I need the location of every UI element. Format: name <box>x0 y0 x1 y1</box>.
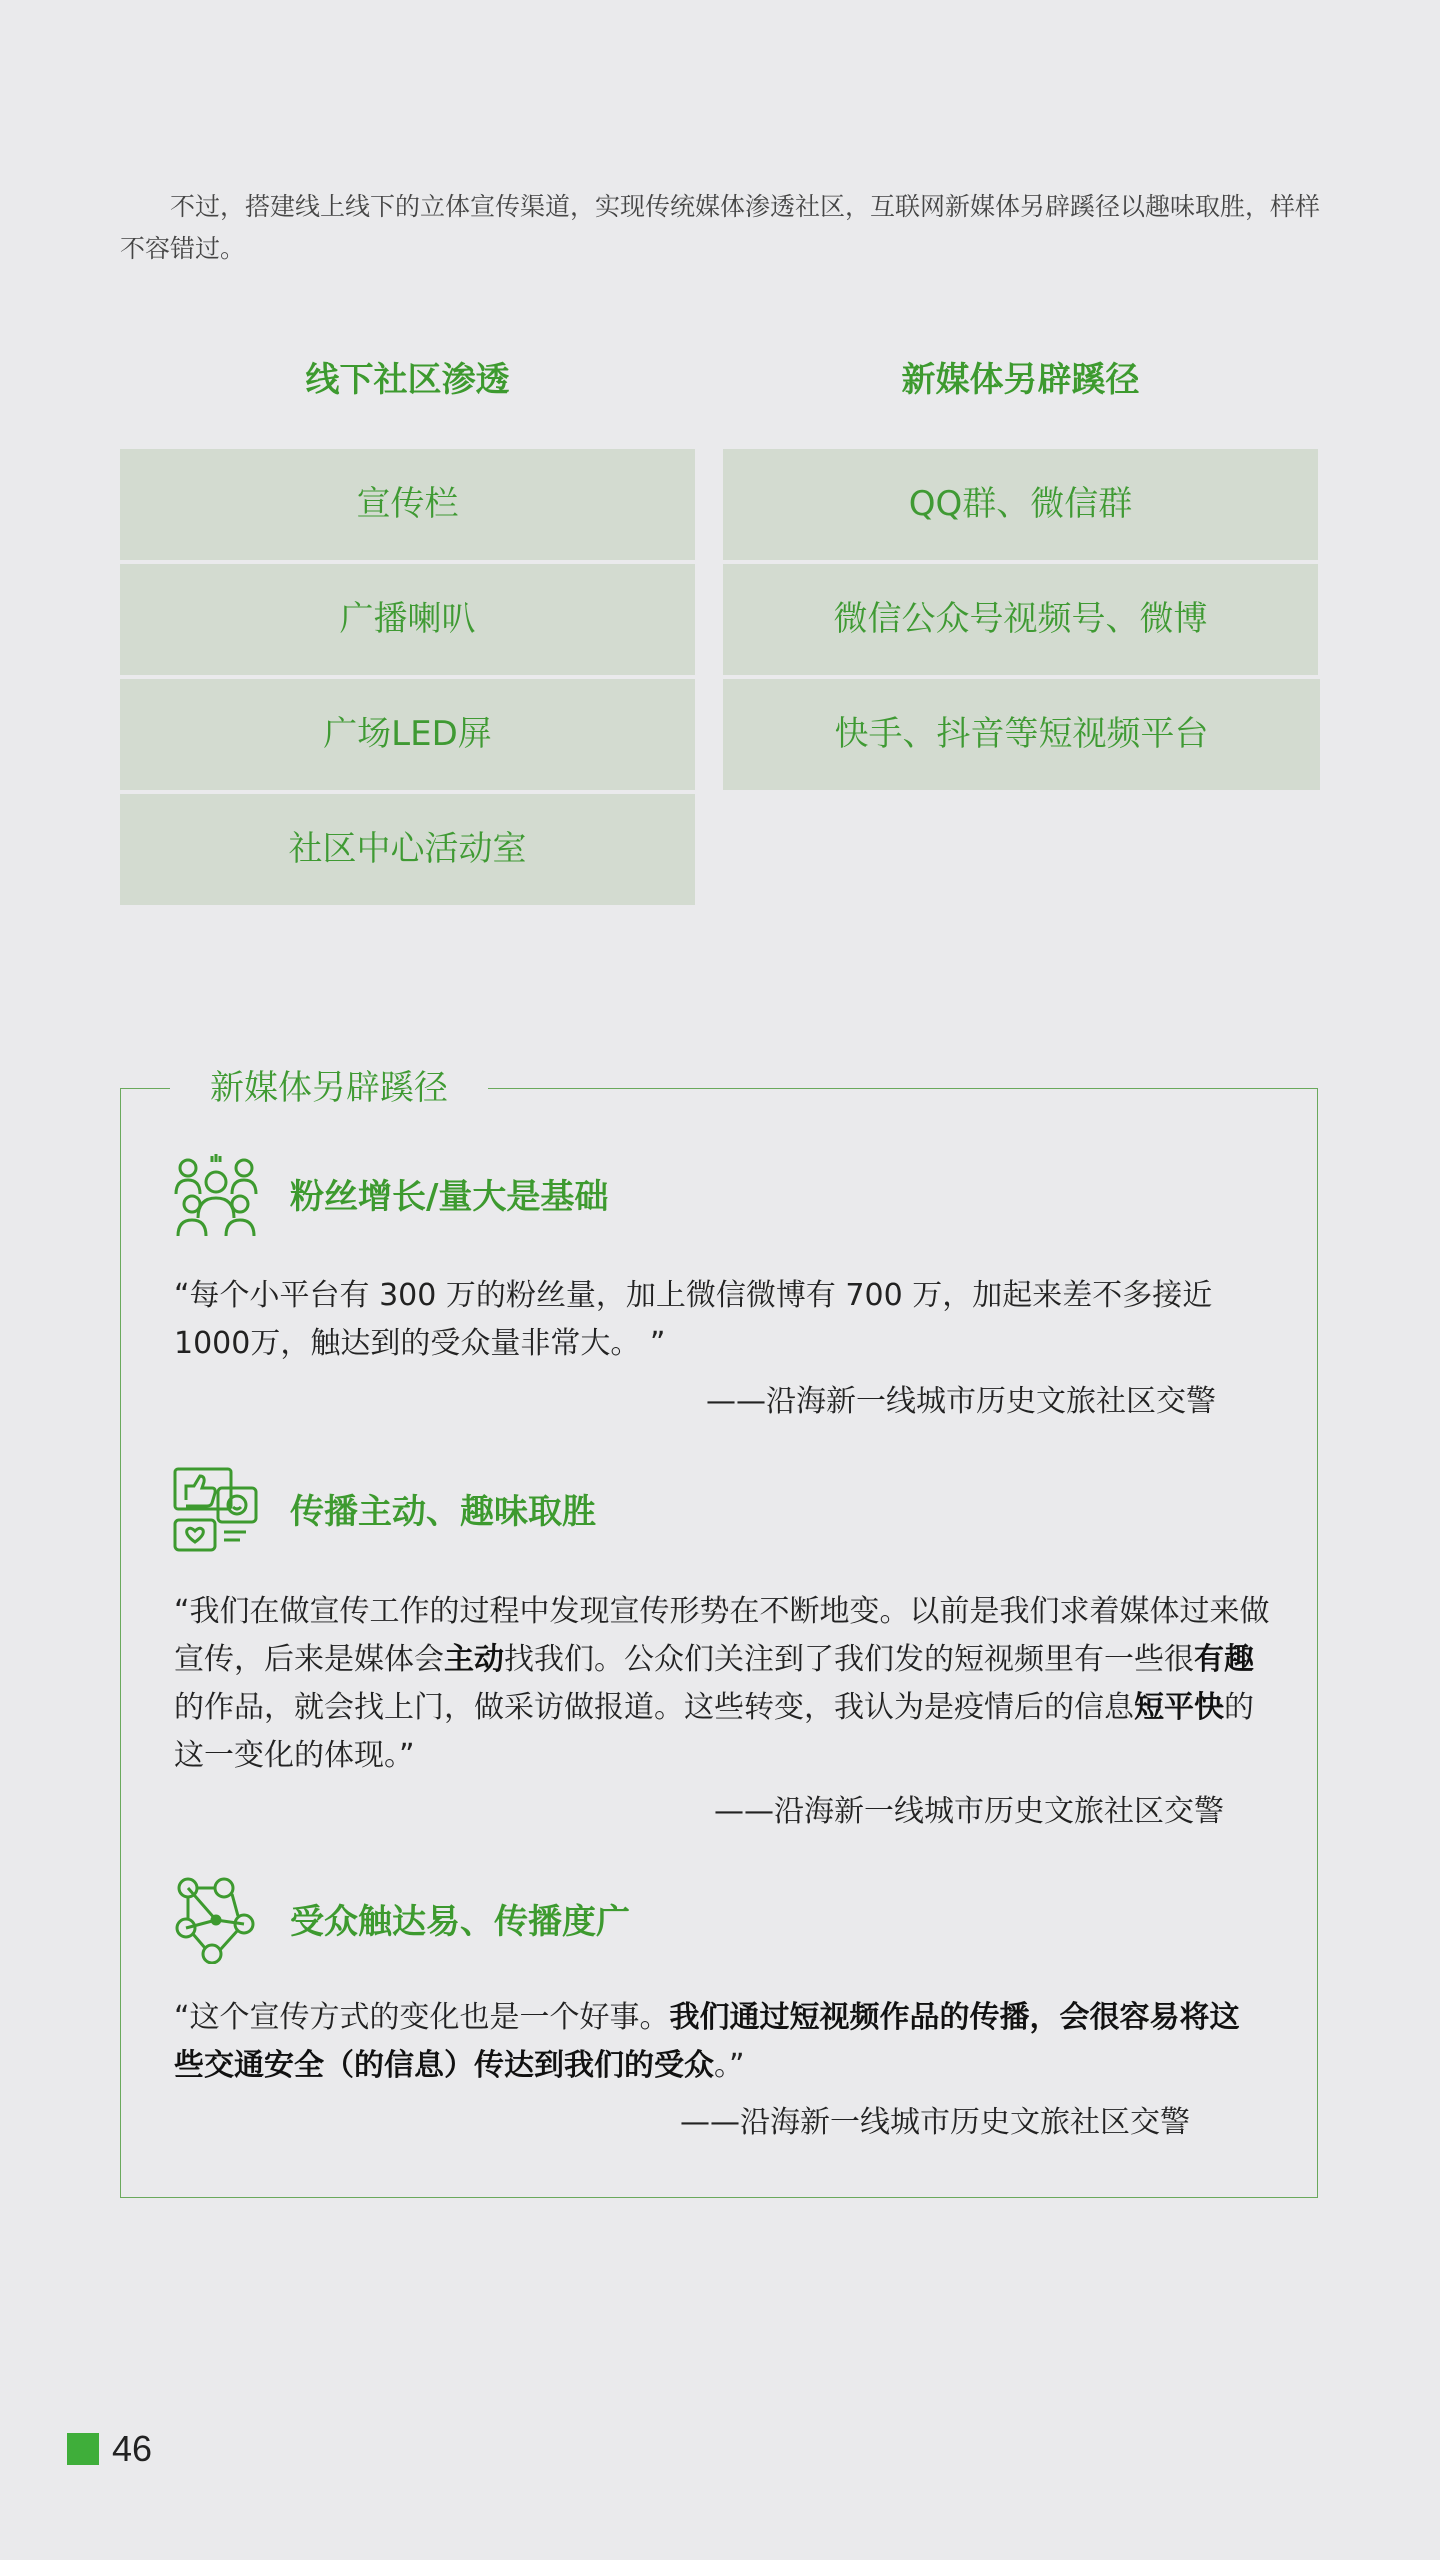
intro-text: 不过，搭建线上线下的立体宣传渠道，实现传统媒体渗透社区，互联网新媒体另辟蹊径以趣味取胜，样样不容错过。 <box>120 192 1321 263</box>
quote-2-part-1: “我们在做宣传工作的过程中发现宣传形势在不断地变。以前是我们求着媒体过来做宣传，后来是媒体会 <box>174 1594 1270 1677</box>
online-item-wechat-weibo: 微信公众号视频号、微博 <box>723 564 1318 675</box>
online-item-short-video: 快手、抖音等短视频平台 <box>723 679 1320 790</box>
quote-source-1: ——沿海新一线城市历史文旅社区交警 <box>706 1384 1216 1419</box>
quote-2-bold-active: 主动 <box>444 1642 504 1677</box>
page-number: 46 <box>112 2428 153 2469</box>
crowd-icon <box>172 1152 260 1240</box>
social-media-icon <box>172 1466 260 1554</box>
page-number-marker <box>67 2433 99 2465</box>
offline-item-activity-room: 社区中心活动室 <box>120 794 695 905</box>
quote-box-legend: 新媒体另辟蹊径 <box>170 1062 488 1114</box>
section-title-fan-growth: 粉丝增长/量大是基础 <box>290 1177 609 1217</box>
intro-paragraph <box>120 186 1320 270</box>
quote-fan-growth: “每个小平台有 300 万的粉丝量，加上微信微博有 700 万，加起来差不多接近1000万，触达到的受众量非常大。 ” <box>174 1278 1213 1361</box>
quote-source-2: ——沿海新一线城市历史文旅社区交警 <box>714 1794 1224 1829</box>
offline-item-led-screen: 广场LED屏 <box>120 679 695 790</box>
quote-2-bold-fun: 有趣 <box>1194 1642 1254 1677</box>
online-item-chat-groups: QQ群、微信群 <box>723 449 1318 560</box>
quote-3-bold: 我们通过短视频作品的传播，会很容易将这些交通安全（的信息）传达到我们的受众 <box>174 2000 1240 2083</box>
quote-2-part-2: 找我们。公众们关注到了我们发的短视频里有一些很 <box>504 1642 1194 1677</box>
offline-item-bulletin-board: 宣传栏 <box>120 449 695 560</box>
quote-3-part-1: “这个宣传方式的变化也是一个好事。 <box>174 2000 670 2035</box>
offline-column-title: 线下社区渗透 <box>305 360 510 400</box>
quote-2-part-4: 的这一变化的体现。” <box>174 1690 1254 1773</box>
quote-2-part-3: 的作品，就会找上门，做采访做报道。这些转变，我认为是疫情后的信息 <box>174 1690 1134 1725</box>
quote-2-bold-short-fast: 短平快 <box>1134 1690 1224 1725</box>
section-title-easy-reach: 受众触达易、传播度广 <box>290 1902 630 1942</box>
quote-active-fun <box>174 1588 1274 1780</box>
quote-easy-reach <box>174 1994 1244 2090</box>
quote-3-part-2: 。” <box>714 2048 745 2083</box>
offline-item-loudspeaker: 广播喇叭 <box>120 564 695 675</box>
quote-source-3: ——沿海新一线城市历史文旅社区交警 <box>680 2105 1190 2140</box>
network-icon <box>172 1876 260 1964</box>
section-title-active-fun: 传播主动、趣味取胜 <box>290 1492 596 1532</box>
online-column-title: 新媒体另辟蹊径 <box>901 360 1140 400</box>
